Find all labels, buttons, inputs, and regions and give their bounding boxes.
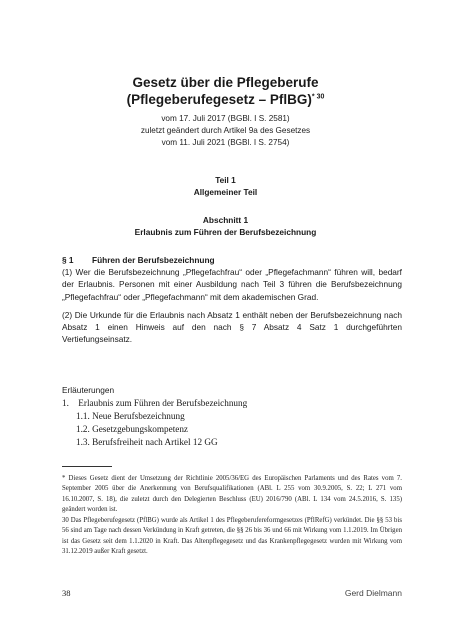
law-title-line2: (Pflegeberufegesetz – PflBG) (126, 92, 312, 107)
paragraph-1 (62, 254, 402, 345)
part-heading (0, 174, 451, 198)
law-subtitle (0, 113, 451, 149)
paragraph-heading (62, 254, 402, 266)
list-item: 1.3. Berufsfreiheit nach Artikel 12 GG (76, 437, 218, 447)
part-name: Allgemeiner Teil (193, 187, 258, 197)
footnote-30: 30 Das Pflegeberufegesetz (PflBG) wurde als Artikel 1 des Pflegeberufereformgesetzes (PflRefG) verkündet. Die §§ 53 bis 56 sind am Tage nach dessen Verkündung in Kraft getreten, die §§ 26 bis 36 und 66 mit Wirkung vom 1.1.2019. Im Übrigen ist das Gesetz seit dem 1.1.2020 in Kraft. Das Altenpflegegesetz und das Krankenpflegegesetz wurden mit Wirkung vom 31.12.2019 außer Kraft gesetzt. (62, 517, 402, 556)
list-item: 1.2. Gesetzgebungskompetenz (76, 424, 189, 434)
section-name: Erlaubnis zum Führen der Berufsbezeichnung (134, 227, 317, 237)
law-title (0, 74, 451, 108)
subtitle-line1: vom 17. Juli 2017 (BGBl. I S. 2581) (161, 114, 290, 123)
paragraph-subsection-2: (2) Die Urkunde für die Erlaubnis nach Absatz 1 enthält neben der Berufsbezeichnung nach Absatz 1 einen Hinweis auf den nach § 7 Absatz 4 Satz 1 durchgeführten Vertiefungseinsatz. (62, 309, 402, 345)
subtitle-line2: zuletzt geändert durch Artikel 9a des Gesetzes (140, 126, 311, 135)
list-item: 1. Erlaubnis zum Führen der Berufsbezeichnung (62, 398, 248, 408)
author-name: Gerd Dielmann (344, 588, 402, 598)
title-footnote-marks: * 30 (311, 93, 325, 101)
section-label: Abschnitt 1 (202, 215, 249, 225)
law-title-line1: Gesetz über die Pflegeberufe (132, 75, 319, 90)
paragraph-number: § 1 (62, 255, 74, 265)
list-item: 1.1. Neue Berufsbezeichnung (76, 411, 185, 421)
page-number: 38 (62, 588, 71, 598)
part-label: Teil 1 (215, 175, 236, 185)
footnote-divider (62, 466, 112, 467)
explanations-heading: Erläuterungen (62, 385, 115, 395)
section-heading (0, 214, 451, 238)
footnotes (62, 474, 402, 558)
footnote-asterisk: * Dieses Gesetz dient der Umsetzung der Richtlinie 2005/36/EG des Europäischen Parlaments und des Rates vom 7. September 2005 über die Anerkennung von Berufsqualifikationen (ABl. L 255 vom 30.9.2005, S. 22; L 271 vom 16.10.2007, S. 18), die zuletzt durch den Delegierten Beschluss (EU) 2016/790 (ABl. L 134 vom 24.5.2016, S. 135) geändert worden ist. (62, 475, 402, 513)
law-title-line2-wrap (0, 91, 451, 108)
paragraph-subsection-1: (1) Wer die Berufsbezeichnung „Pflegefachfrau“ oder „Pflegefachmann“ führen will, bedarf der Erlaubnis. Personen mit einer Ausbildung nach Teil 3 führen die Berufsbezeichnung „Pflegefachfrau“ oder „Pflegefachmann“ mit dem akademischen Grad. (62, 267, 402, 302)
explanations-list (62, 397, 402, 449)
subtitle-line3: vom 11. Juli 2021 (BGBl. I S. 2754) (161, 138, 290, 147)
paragraph-title: Führen der Berufsbezeichnung (92, 255, 215, 265)
